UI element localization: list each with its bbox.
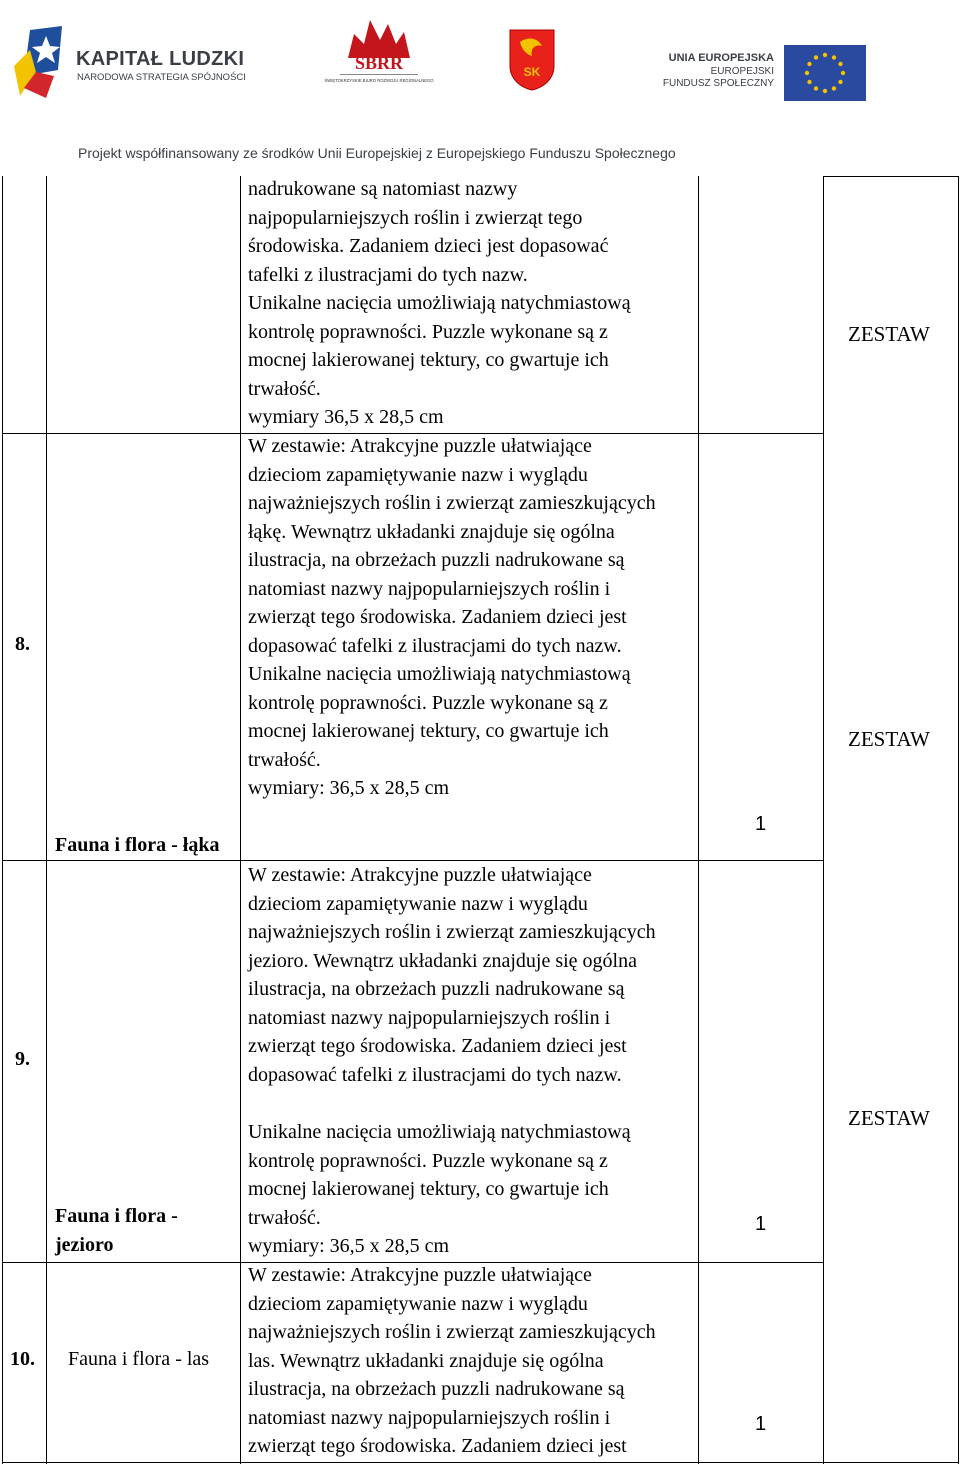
grid-h-unit-top xyxy=(823,176,959,177)
sbrr-caption: ŚWIĘTOKRZYSKIE BIURO ROZWOJU REGIONALNEGO xyxy=(324,78,434,83)
row-number-10: 10. xyxy=(10,1348,35,1370)
description-line: wymiary 36,5 x 28,5 cm xyxy=(248,406,444,428)
kapital-ludzki-title: KAPITAŁ LUDZKI xyxy=(76,48,245,70)
grid-v-2 xyxy=(240,176,241,1464)
description-line: dopasować tafelki z ilustracjami do tych nazw. xyxy=(248,1063,622,1086)
description-line: wymiary: 36,5 x 28,5 cm xyxy=(248,777,450,799)
grid-h-bottom xyxy=(2,1462,959,1463)
description-line: W zestawie: Atrakcyjne puzzle ułatwiające xyxy=(248,1264,592,1286)
description-line: łąkę. Wewnątrz układanki znajduje się ogólna xyxy=(248,520,615,543)
description-line: dzieciom zapamiętywanie nazw i wyglądu xyxy=(248,463,588,486)
item-name-jezioro-line1: Fauna i flora - xyxy=(55,1205,178,1227)
description-line: trwałość. xyxy=(248,377,321,400)
grid-v-4 xyxy=(823,176,824,1464)
description-line: wymiary: 36,5 x 28,5 cm xyxy=(248,1235,450,1257)
description-line: natomiast nazwy najpopularniejszych roślin i xyxy=(248,1006,611,1029)
ue-label-2: EUROPEJSKI xyxy=(710,66,774,77)
grid-v-3 xyxy=(698,176,699,1464)
description-line: ilustracja, na obrzeżach puzzli nadrukowane są xyxy=(248,549,625,571)
description-line: jezioro. Wewnątrz układanki znajduje się ogólna xyxy=(248,949,637,972)
header xyxy=(0,0,960,170)
sbrr-wordmark: ŚBRR xyxy=(354,53,404,73)
description-jezioro-part2 xyxy=(248,1118,631,1261)
description-line: środowiska. Zadaniem dzieci jest dopasować xyxy=(248,235,609,257)
description-line: najważniejszych roślin i zwierząt zamieszkujących xyxy=(248,921,656,943)
unit-zestaw-3: ZESTAW xyxy=(848,1106,930,1130)
eu-flag-icon xyxy=(784,45,866,101)
description-line: kontrolę poprawności. Puzzle wykonane są z xyxy=(248,1149,608,1172)
description-line: najważniejszych roślin i zwierząt zamieszkujących xyxy=(248,1321,656,1343)
description-line: dzieciom zapamiętywanie nazw i wyglądu xyxy=(248,1292,588,1315)
description-line: kontrolę poprawności. Puzzle wykonane są z xyxy=(248,320,608,343)
description-laka xyxy=(248,432,656,803)
item-name-laka: Fauna i flora - łąka xyxy=(55,834,220,856)
quantity-jezioro: 1 xyxy=(755,1213,767,1235)
description-line: Unikalne nacięcia umożliwiają natychmiastową xyxy=(248,663,631,685)
swietokrzyskie-crest-icon xyxy=(506,26,558,92)
row-number-8: 8. xyxy=(15,633,30,655)
description-line: kontrolę poprawności. Puzzle wykonane są z xyxy=(248,691,608,714)
description-line: dzieciom zapamiętywanie nazw i wyglądu xyxy=(248,892,588,915)
grid-v-1 xyxy=(46,176,47,1464)
description-line: mocnej lakierowanej tektury, co gwartuje ich xyxy=(248,1178,609,1200)
description-line: mocnej lakierowanej tektury, co gwartuje ich xyxy=(248,349,609,371)
description-jezioro-part1 xyxy=(248,861,656,1089)
description-line: dopasować tafelki z ilustracjami do tych nazw. xyxy=(248,634,622,657)
description-line: tafelki z ilustracjami do tych nazw. xyxy=(248,263,528,286)
item-name-jezioro-line2: jezioro xyxy=(55,1234,114,1256)
quantity-las: 1 xyxy=(755,1413,767,1435)
cofinancing-note: Projekt współfinansowany ze środków Unii Europejskiej z Europejskiego Funduszu Społecznego xyxy=(78,145,676,161)
description-line: Unikalne nacięcia umożliwiają natychmiastową xyxy=(248,1121,631,1143)
description-previous-item xyxy=(248,175,631,432)
grid-v-right xyxy=(958,176,959,1464)
row-number-9: 9. xyxy=(15,1048,30,1070)
description-line: ilustracja, na obrzeżach puzzli nadrukowane są xyxy=(248,1378,625,1400)
description-line: las. Wewnątrz układanki znajduje się ogólna xyxy=(248,1349,604,1372)
kapital-ludzki-star-icon xyxy=(10,26,66,102)
item-name-las: Fauna i flora - las xyxy=(68,1348,210,1370)
description-line: najpopularniejszych roślin i zwierząt tego xyxy=(248,206,583,229)
description-line: natomiast nazwy najpopularniejszych roślin i xyxy=(248,577,611,600)
quantity-laka: 1 xyxy=(755,813,767,835)
description-line: zwierząt tego środowiska. Zadaniem dzieci jest xyxy=(248,606,627,628)
crest-text: SK xyxy=(523,65,541,79)
description-line: trwałość. xyxy=(248,1206,321,1229)
description-line: natomiast nazwy najpopularniejszych roślin i xyxy=(248,1406,611,1429)
description-line: Unikalne nacięcia umożliwiają natychmiastową xyxy=(248,292,631,314)
description-line: najważniejszych roślin i zwierząt zamieszkujących xyxy=(248,492,656,514)
ue-label-1: UNIA EUROPEJSKA xyxy=(668,52,774,64)
description-line: mocnej lakierowanej tektury, co gwartuje ich xyxy=(248,720,609,742)
description-line: nadrukowane są natomiast nazwy xyxy=(248,178,518,200)
ue-label-3: FUNDUSZ SPOŁECZNY xyxy=(662,78,774,89)
description-line: W zestawie: Atrakcyjne puzzle ułatwiające xyxy=(248,435,592,457)
description-line: W zestawie: Atrakcyjne puzzle ułatwiające xyxy=(248,864,592,886)
unit-zestaw-1: ZESTAW xyxy=(848,322,930,346)
description-line: zwierząt tego środowiska. Zadaniem dzieci jest xyxy=(248,1035,627,1057)
grid-v-left xyxy=(2,176,3,1464)
description-line: trwałość. xyxy=(248,748,321,771)
kapital-ludzki-subtitle: NARODOWA STRATEGIA SPÓJNOŚCI xyxy=(77,72,246,83)
description-line: ilustracja, na obrzeżach puzzli nadrukowane są xyxy=(248,978,625,1000)
description-las xyxy=(248,1261,656,1461)
description-line: zwierząt tego środowiska. Zadaniem dzieci jest xyxy=(248,1435,627,1457)
unit-zestaw-2: ZESTAW xyxy=(848,727,930,751)
sbrr-logo-icon xyxy=(324,14,434,100)
